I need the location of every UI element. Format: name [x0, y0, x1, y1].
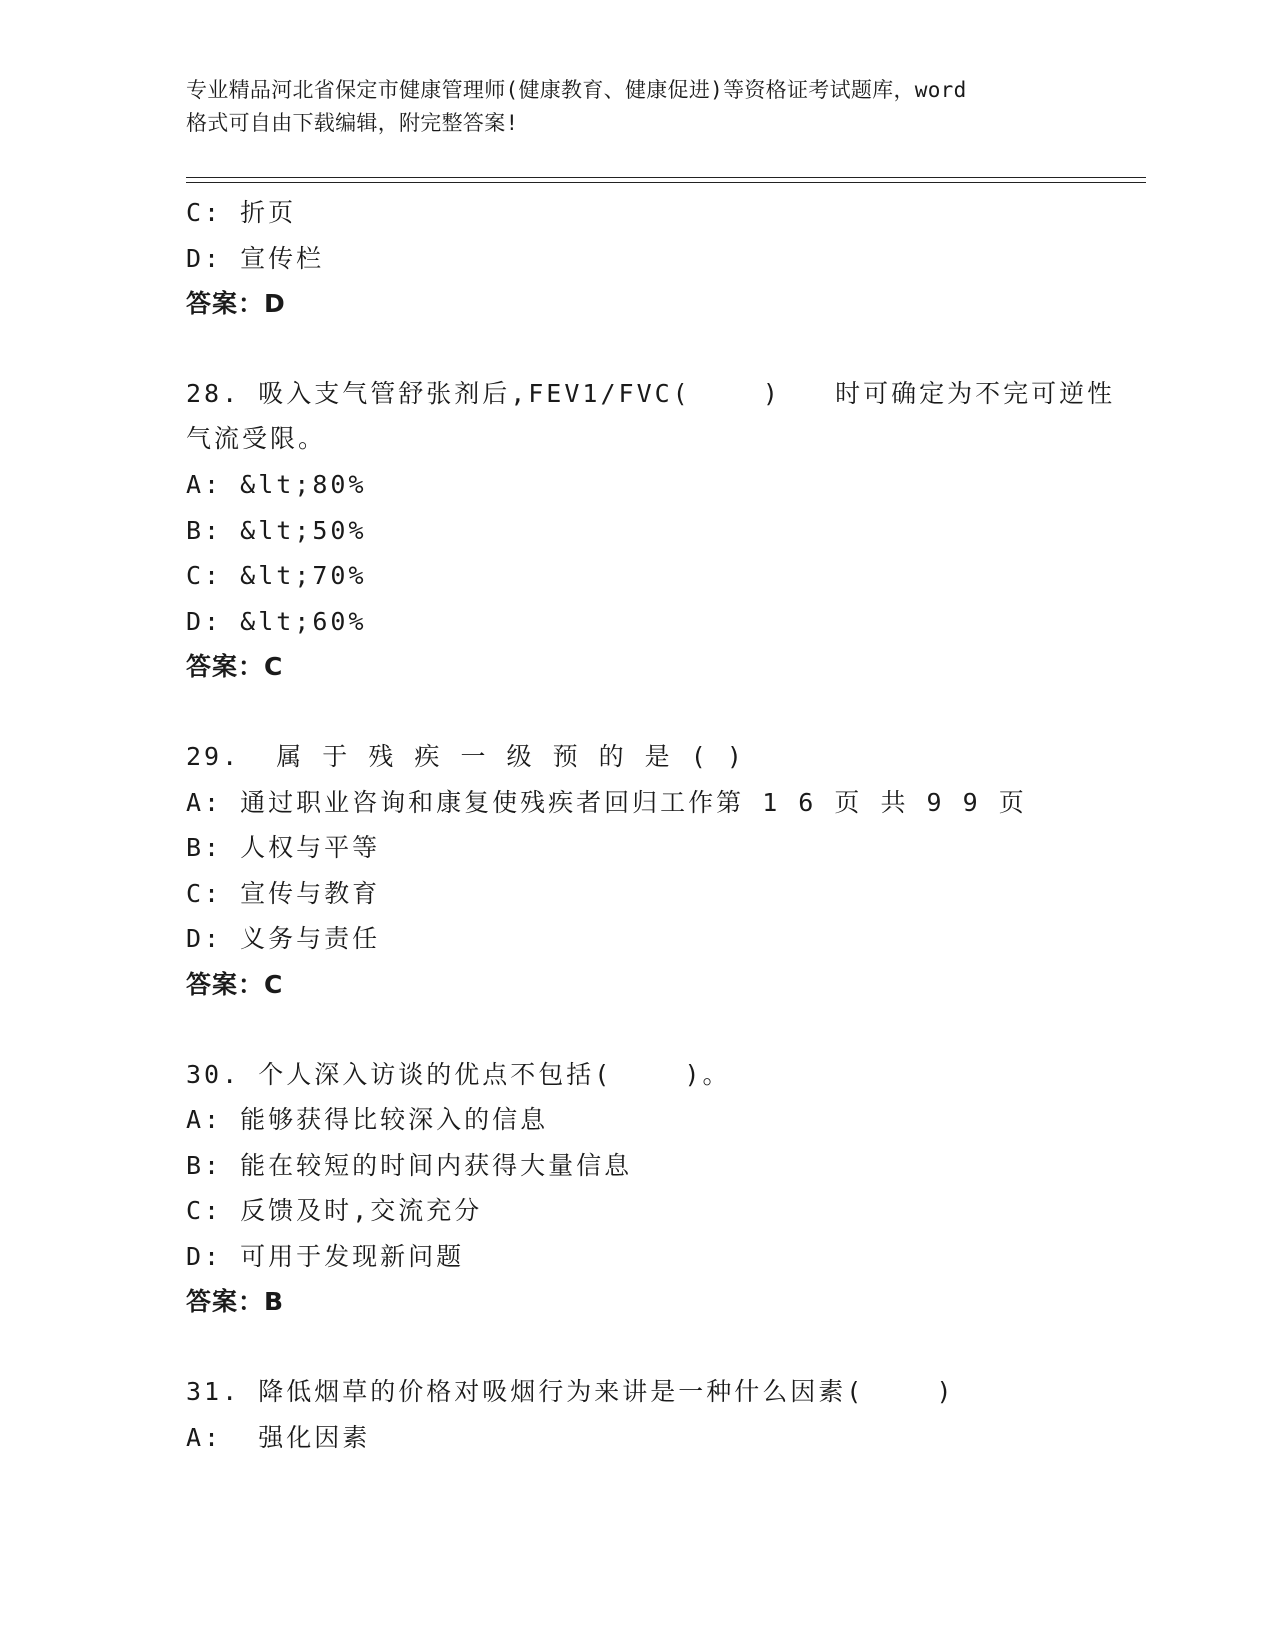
spacer	[186, 1325, 1146, 1369]
question-content	[186, 190, 1146, 1460]
option-d: D: 宣传栏	[186, 243, 325, 273]
spacer	[186, 1008, 1146, 1052]
option-c: C: 宣传与教育	[186, 878, 381, 908]
answer: 答案：D	[186, 289, 286, 319]
option-b: B: 能在较短的时间内获得大量信息	[186, 1150, 633, 1180]
option-a: A: 强化因素	[186, 1422, 371, 1452]
question-30	[186, 1052, 1146, 1326]
answer: 答案：B	[186, 1287, 285, 1317]
question-stem-continued: 气流受限。	[186, 424, 327, 454]
answer: 答案：C	[186, 969, 284, 999]
question-29	[186, 734, 1146, 1008]
option-a: A: 通过职业咨询和康复使残疾者回归工作第 1 6 页 共 9 9 页	[186, 787, 1027, 817]
header-divider	[186, 177, 1146, 183]
question-stem: 29. 属 于 残 疾 一 级 预 的 是 ( )	[186, 741, 745, 771]
option-c: C: 反馈及时,交流充分	[186, 1196, 483, 1226]
header-title-line1: 专业精品河北省保定市健康管理师(健康教育、健康促进)等资格证考试题库，word	[186, 78, 967, 102]
option-d: D: &lt;60%	[186, 606, 367, 636]
question-stem: 28. 吸入支气管舒张剂后,FEV1/FVC( ) 时可确定为不完可逆性	[186, 378, 1116, 408]
page-header	[186, 74, 1086, 140]
question-stem: 30. 个人深入访谈的优点不包括( )。	[186, 1059, 731, 1089]
option-c: C: &lt;70%	[186, 561, 367, 591]
option-d: D: 可用于发现新问题	[186, 1241, 465, 1271]
question-28	[186, 371, 1146, 690]
header-title-line2: 格式可自由下载编辑，附完整答案!	[186, 111, 519, 135]
option-d: D: 义务与责任	[186, 924, 381, 954]
spacer	[186, 690, 1146, 734]
option-b: B: &lt;50%	[186, 515, 367, 545]
question-stem: 31. 降低烟草的价格对吸烟行为来讲是一种什么因素( )	[186, 1377, 955, 1407]
question-27	[186, 190, 1146, 327]
question-31	[186, 1369, 1146, 1460]
option-b: B: 人权与平等	[186, 833, 381, 863]
answer: 答案：C	[186, 652, 284, 682]
spacer	[186, 327, 1146, 371]
option-a: A: 能够获得比较深入的信息	[186, 1105, 549, 1135]
option-c: C: 折页	[186, 198, 297, 227]
option-a: A: &lt;80%	[186, 469, 367, 499]
